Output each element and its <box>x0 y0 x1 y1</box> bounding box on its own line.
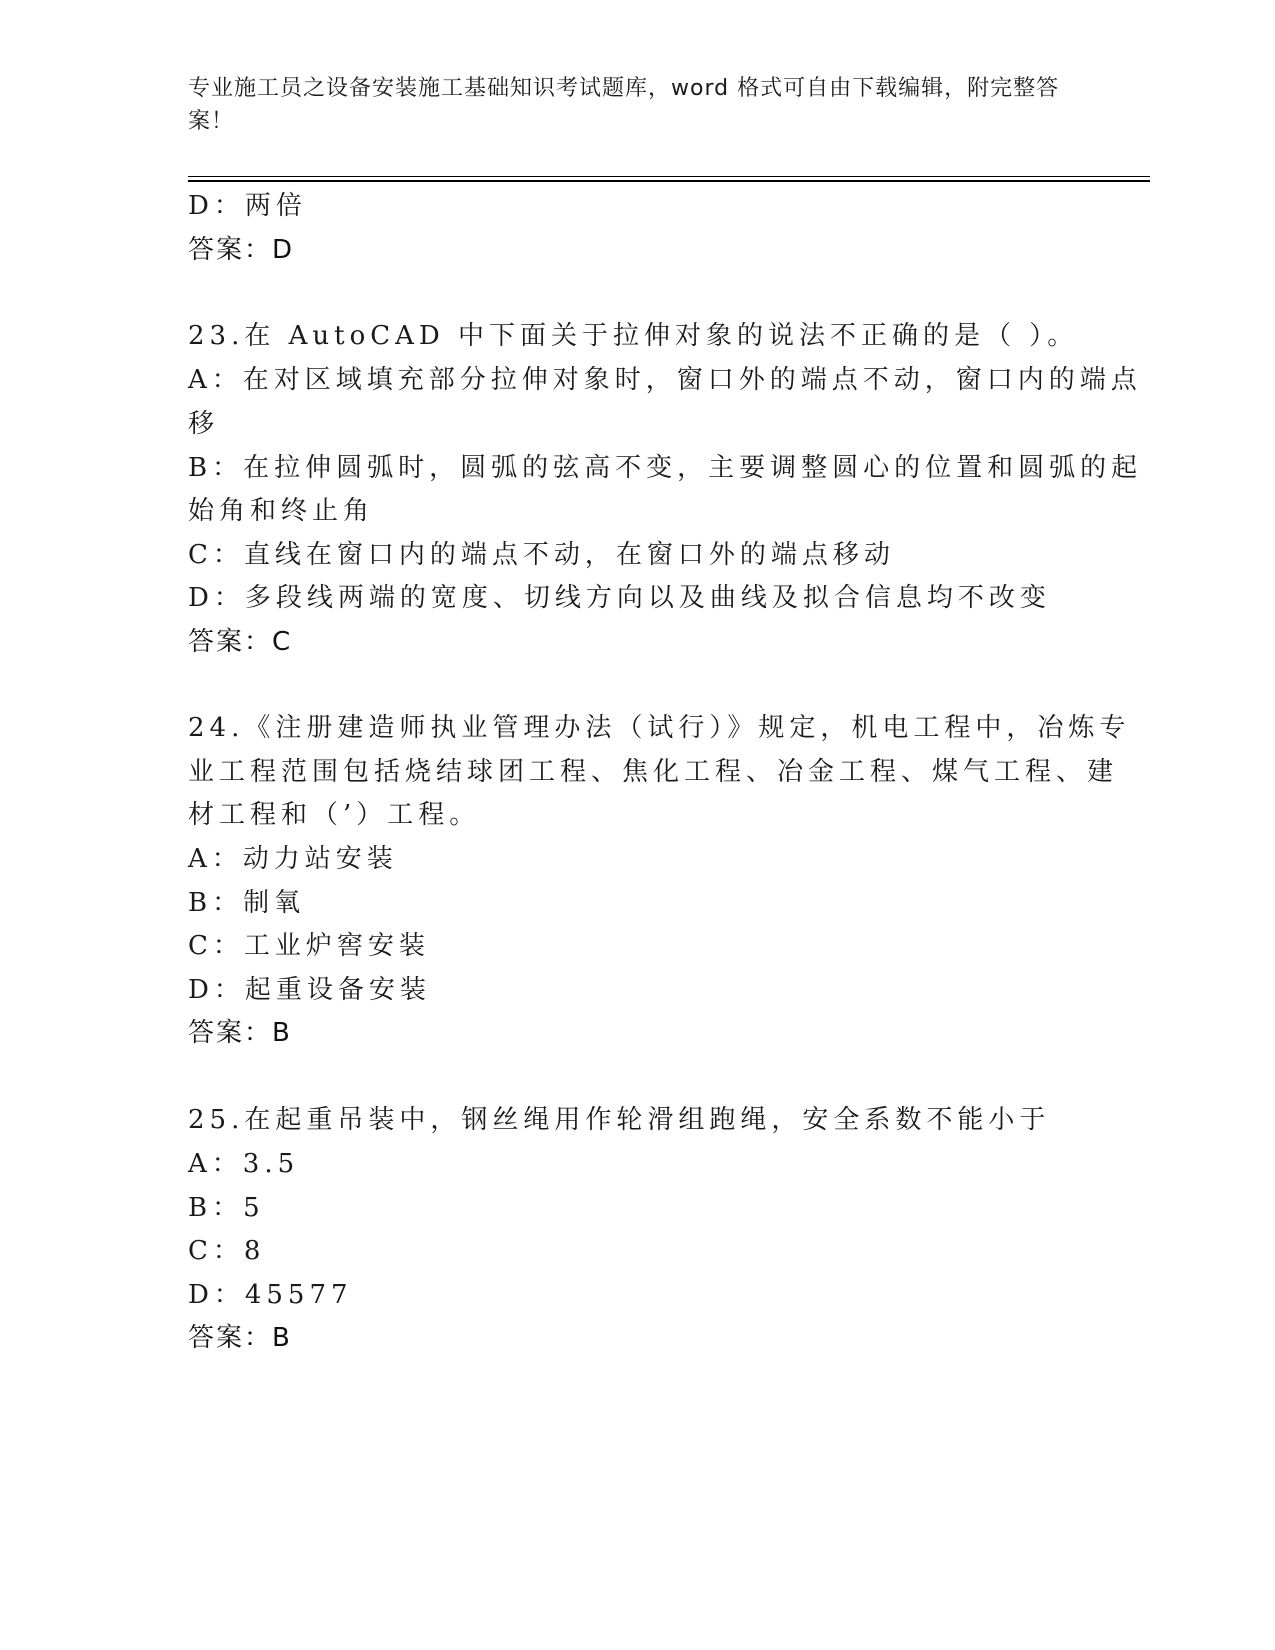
option-a-q23-cont: 移 <box>188 409 220 439</box>
option-b-q25: B：5 <box>188 1193 265 1223</box>
question-24-cont-2: 材工程和（’）工程。 <box>188 800 481 830</box>
option-b-q23: B：在拉伸圆弧时，圆弧的弦高不变，主要调整圆心的位置和圆弧的起 <box>188 453 1143 483</box>
option-b-q23-cont: 始角和终止角 <box>188 496 375 526</box>
option-c-q24: C：工业炉窖安装 <box>188 931 430 961</box>
option-d-q23: D：多段线两端的宽度、切线方向以及曲线及拟合信息均不改变 <box>188 583 1051 613</box>
option-a-q23: A：在对区域填充部分拉伸对象时，窗口外的端点不动，窗口内的端点 <box>188 365 1142 395</box>
header-divider-thick <box>188 180 1150 182</box>
answer-q23: 答案：C <box>188 627 293 657</box>
page-header: 专业施工员之设备安装施工基础知识考试题库，word 格式可自由下载编辑，附完整答案！ <box>188 76 1060 134</box>
option-a-q24: A：动力站安装 <box>188 844 398 874</box>
option-a-q25: A：3.5 <box>188 1149 300 1179</box>
option-d-q25: D：45577 <box>188 1280 353 1310</box>
question-25: 25.在起重吊装中，钢丝绳用作轮滑组跑绳，安全系数不能小于 <box>188 1105 1051 1135</box>
option-c-q23: C：直线在窗口内的端点不动，在窗口外的端点移动 <box>188 540 895 570</box>
header-divider-thin <box>188 176 1150 177</box>
option-b-q24: B：制氧 <box>188 888 306 918</box>
answer-q25: 答案：B <box>188 1323 292 1353</box>
option-d-q24: D：起重设备安装 <box>188 975 431 1005</box>
answer-q22: 答案：D <box>188 235 295 265</box>
question-23: 23.在 AutoCAD 中下面关于拉伸对象的说法不正确的是（ ）。 <box>188 321 1079 351</box>
option-d-q22: D：两倍 <box>188 191 307 221</box>
option-c-q25: C：8 <box>188 1236 266 1266</box>
answer-q24: 答案：B <box>188 1018 292 1048</box>
question-24: 24.《注册建造师执业管理办法（试行）》规定，机电工程中，冶炼专 <box>188 713 1131 743</box>
question-24-cont-1: 业工程范围包括烧结球团工程、焦化工程、冶金工程、煤气工程、建 <box>188 757 1119 787</box>
